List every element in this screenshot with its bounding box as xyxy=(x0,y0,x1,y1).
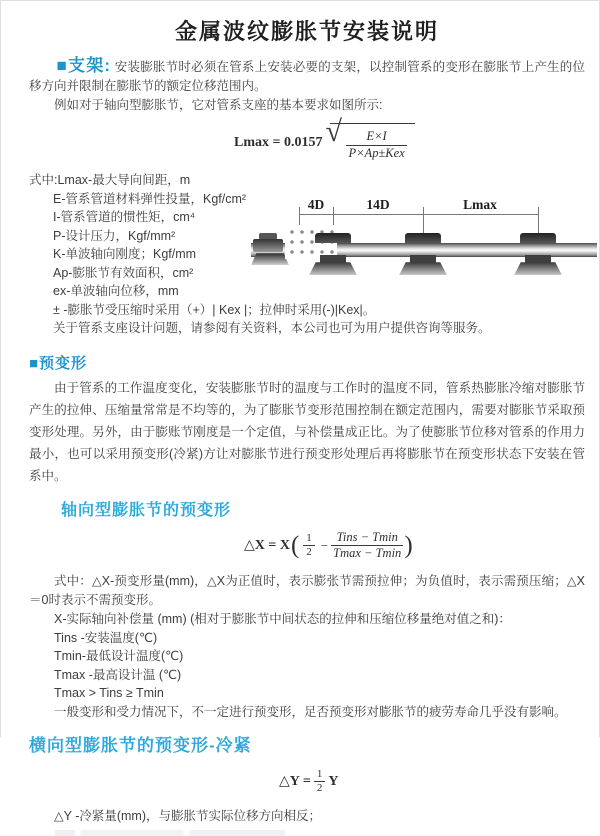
axial-formula xyxy=(244,530,414,562)
close-paren: ) xyxy=(404,532,413,560)
lmax-fraction-numerator: E×I xyxy=(366,129,387,143)
support-neck xyxy=(320,255,346,263)
support-cap xyxy=(520,233,556,243)
temperature-fraction-denominator: Tmax − Tmin xyxy=(333,546,402,561)
definition-list xyxy=(29,171,585,338)
definition-item: E-管系管道材料弹性投量，Kgf/cm² xyxy=(53,191,247,206)
dimension-label-14d: 14D xyxy=(363,197,392,213)
pipe-support-diagram xyxy=(251,197,597,301)
axial-formula-lhs: △X = X xyxy=(244,538,290,554)
axial-note-line: 一般变形和受力情况下，不一定进行预变形，足否预变形对膨胀节的疲劳寿命几乎没有影响。 xyxy=(54,704,567,719)
axial-note-line: X-实际轴向补偿量 (mm) (相对于膨胀节中间状态的拉伸和压缩位移量绝对值之和)： xyxy=(54,612,511,626)
dimension-label-4d: 4D xyxy=(305,197,328,213)
pipe-support xyxy=(514,233,562,275)
definition-item: I-管系管道的惯性矩，cm⁴ xyxy=(53,210,196,225)
consult-note: 关于管系支座设计问题，请参阅有关资料，本公司也可为用户提供咨询等服务。 xyxy=(53,321,491,336)
pipe-support xyxy=(399,233,447,275)
support-example-line: 例如对于轴向型膨胀节，它对管系支座的基本要求如图所示: xyxy=(54,98,383,112)
sqrt-radicand xyxy=(325,115,414,163)
axial-subheading: 轴向型膨胀节的预变形 xyxy=(61,501,232,519)
support-intro-paragraph xyxy=(29,56,585,96)
support-base xyxy=(514,262,562,275)
dimension-line xyxy=(299,214,539,215)
support-section-heading: ■支架: xyxy=(56,56,112,75)
definition-item: P-设计压力，Kgf/mm² xyxy=(53,228,176,243)
sqrt-radical-icon: √ xyxy=(325,115,342,148)
predeform-section-heading: ■预变形 xyxy=(29,354,88,372)
lateral-formula-lhs: △Y = xyxy=(279,774,311,790)
half-denominator: 2 xyxy=(314,781,326,795)
faded-truncated-line xyxy=(55,830,285,836)
open-paren: ( xyxy=(290,532,300,560)
anchor-base xyxy=(251,253,289,265)
definition-item: K-单波轴向刚度；Kgf/mm xyxy=(53,247,197,262)
support-neck xyxy=(525,255,551,263)
support-base xyxy=(309,262,357,275)
definition-item: ex-单波轴向位移，mm xyxy=(53,284,179,299)
document-content xyxy=(1,15,599,836)
half-numerator: 1 xyxy=(316,768,323,780)
predeform-body-paragraph: 由于管系的工作温度变化，安装膨胀节时的温度与工作时的温度不同，管系热膨胀冷缩对膨胀节产生的拉伸、压缩量常常是不均等的，为了膨胀节变形范围控制在额定范围内，需要对膨胀节采取预变形处理。另外，由于膨账节刚度是一个定值，与补偿量成正比。为了使膨胀节位移对管系的作用力最小，也可以采用预变形(冷紧)方让对膨胀节进行预变形处理后再将膨胀节在预变形状态下安装在管系中。 xyxy=(29,380,585,483)
support-neck xyxy=(410,255,436,263)
axial-note-line: Tmin-最低设计温度(℃) xyxy=(54,649,184,663)
temperature-fraction xyxy=(331,530,403,562)
axial-note-line: Tmax -最高设计温 (℃) xyxy=(54,667,182,682)
dimension-label-lmax: Lmax xyxy=(460,197,500,213)
half-fraction xyxy=(303,532,315,559)
lateral-formula-rhs: Y xyxy=(328,773,339,789)
half-fraction xyxy=(314,768,326,795)
page-title: 金属波纹膨胀节安装说明 xyxy=(174,19,439,44)
lmax-fraction xyxy=(346,129,406,161)
lmax-formula-lhs: Lmax = 0.0157 xyxy=(234,135,323,151)
minus-sign: − xyxy=(320,537,329,553)
lmax-fraction-denominator: P×Ap±Kex xyxy=(348,145,405,160)
axial-note-main: 式中：△X-预变形量(mm)，△X为正值时，表示膨张节需预拉伸；为负值时，表示需预压缩；△X＝0时表示不需预变形。 xyxy=(29,574,585,607)
half-denominator: 2 xyxy=(303,545,315,559)
plus-minus-note: ± -膨胀节受压缩时采用（+）| Kex |；拉伸时采用(-)|Kex|。 xyxy=(53,302,376,317)
axial-note-line: Tins -安装温度(℃) xyxy=(54,630,158,645)
lateral-formula xyxy=(279,768,338,795)
axial-note-line: Tmax > Tins ≥ Tmin xyxy=(54,686,164,700)
pipe-support xyxy=(309,233,357,275)
support-intro-text: 安装膨胀节时必须在管系上安装必要的支架，以控制管系的变形在膨胀节上产生的位移方向并限制在膨胀节的额定位移范围内。 xyxy=(29,60,585,93)
half-numerator: 1 xyxy=(306,532,312,545)
lateral-note-line: △Y -冷紧量(mm)，与膨胀节实际位移方向相反； xyxy=(54,809,322,824)
temperature-fraction-numerator: Tins − Tmin xyxy=(336,529,398,544)
anchor-block xyxy=(253,239,283,252)
support-base xyxy=(399,262,447,275)
definition-item: Ap-膨胀节有效面积，cm² xyxy=(53,265,194,280)
lmax-formula xyxy=(234,115,415,163)
support-cap xyxy=(405,233,441,243)
lateral-subheading: 横向型膨胀节的预变形-冷紧 xyxy=(29,736,252,755)
definition-item: 式中:Lmax-最大导向间距，m xyxy=(29,173,191,188)
support-cap xyxy=(315,233,351,243)
